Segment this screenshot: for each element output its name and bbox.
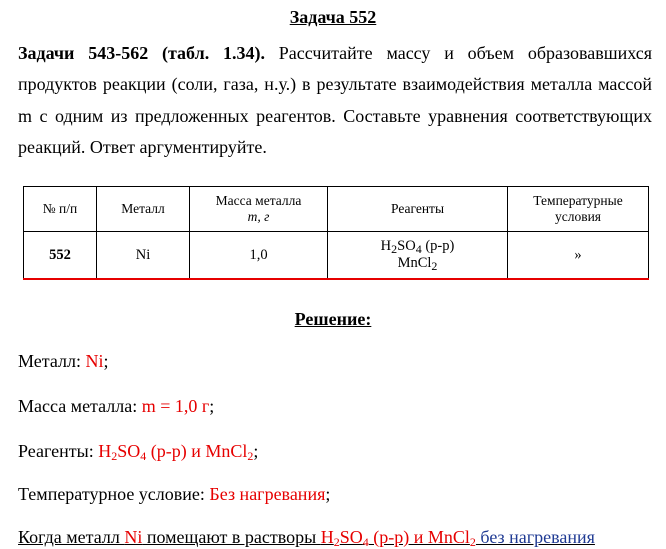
temperature-value: Без нагревания xyxy=(209,484,326,504)
reagent-subscript: 4 xyxy=(415,242,422,256)
header-temp-line2: условия xyxy=(554,209,602,224)
formula-subscript: 2 xyxy=(247,449,254,463)
problem-statement xyxy=(18,38,652,163)
formula-text: (р-р) и MnCl xyxy=(368,527,470,547)
solution-explanation-line xyxy=(18,527,595,548)
reagent-mncl2 xyxy=(328,255,507,272)
formula-text: H xyxy=(320,527,334,547)
table-row xyxy=(24,232,649,279)
formula-subscript: 2 xyxy=(469,535,476,549)
header-temperature xyxy=(508,187,649,232)
problem-text: Рассчитайте массу и объем образовавшихся продуктов реакции (соли, газа, н.у.) в результате взаимодействия металла массой m с одним из предложенных реагентов. Составьте уравнения соответствующих реакций. Ответ аргументируйте. xyxy=(18,43,652,157)
header-number: № п/п xyxy=(24,187,97,232)
cell-metal: Ni xyxy=(97,232,190,279)
cell-number: 552 xyxy=(24,232,97,279)
punct: ; xyxy=(325,484,331,504)
red-underline xyxy=(23,278,649,280)
reagent-subscript: 2 xyxy=(391,242,398,256)
line-label: Реагенты: xyxy=(18,441,99,461)
header-mass-line1: Масса металла xyxy=(215,193,302,208)
reagent-text: MnCl xyxy=(397,255,432,271)
explanation-text: помещают в растворы xyxy=(142,527,321,547)
metal-value: Ni xyxy=(85,351,104,371)
parameters-table xyxy=(23,186,649,279)
punct: ; xyxy=(253,441,259,461)
explanation-reagents xyxy=(321,527,476,547)
solution-metal-line xyxy=(18,351,108,372)
formula-text: H xyxy=(98,441,112,461)
explanation-metal: Ni xyxy=(124,527,143,547)
punct: ; xyxy=(209,396,215,416)
reagent-text: H xyxy=(380,238,392,254)
reagents-value xyxy=(98,441,253,461)
cell-reagents xyxy=(328,232,508,279)
solution-title: Решение: xyxy=(294,309,372,329)
formula-subscript: 2 xyxy=(333,535,340,549)
solution-temperature-line xyxy=(18,484,330,505)
reagent-subscript: 2 xyxy=(431,259,438,273)
table-header-row xyxy=(24,187,649,232)
task-title: Задача 552 xyxy=(289,7,377,27)
header-metal: Металл xyxy=(97,187,190,232)
parameters-table-wrap xyxy=(23,186,648,280)
header-reagents: Реагенты xyxy=(328,187,508,232)
formula-text: SO xyxy=(117,441,141,461)
header-mass-line2: m, г xyxy=(247,209,270,224)
formula-subscript: 2 xyxy=(111,449,118,463)
header-temp-line1: Температурные xyxy=(533,193,623,208)
cell-mass: 1,0 xyxy=(190,232,328,279)
formula-subscript: 4 xyxy=(362,535,369,549)
solution-reagents-line xyxy=(18,441,258,462)
formula-text: SO xyxy=(339,527,363,547)
problem-lead: Задачи 543-562 (табл. 1.34). xyxy=(18,43,265,63)
mass-value: m = 1,0 г xyxy=(141,396,210,416)
reagent-text: SO xyxy=(397,238,416,254)
line-label: Температурное условие: xyxy=(18,484,210,504)
explanation-condition: без нагревания xyxy=(475,527,595,547)
cell-temperature: » xyxy=(508,232,649,279)
line-label: Металл: xyxy=(18,351,86,371)
punct: ; xyxy=(103,351,109,371)
solution-mass-line xyxy=(18,396,214,417)
line-label: Масса металла: xyxy=(18,396,142,416)
reagent-h2so4 xyxy=(328,238,507,255)
header-mass xyxy=(190,187,328,232)
reagent-text: (р-р) xyxy=(421,238,455,254)
formula-text: (р-р) и MnCl xyxy=(146,441,248,461)
formula-subscript: 4 xyxy=(140,449,147,463)
explanation-text: Когда металл xyxy=(18,527,125,547)
